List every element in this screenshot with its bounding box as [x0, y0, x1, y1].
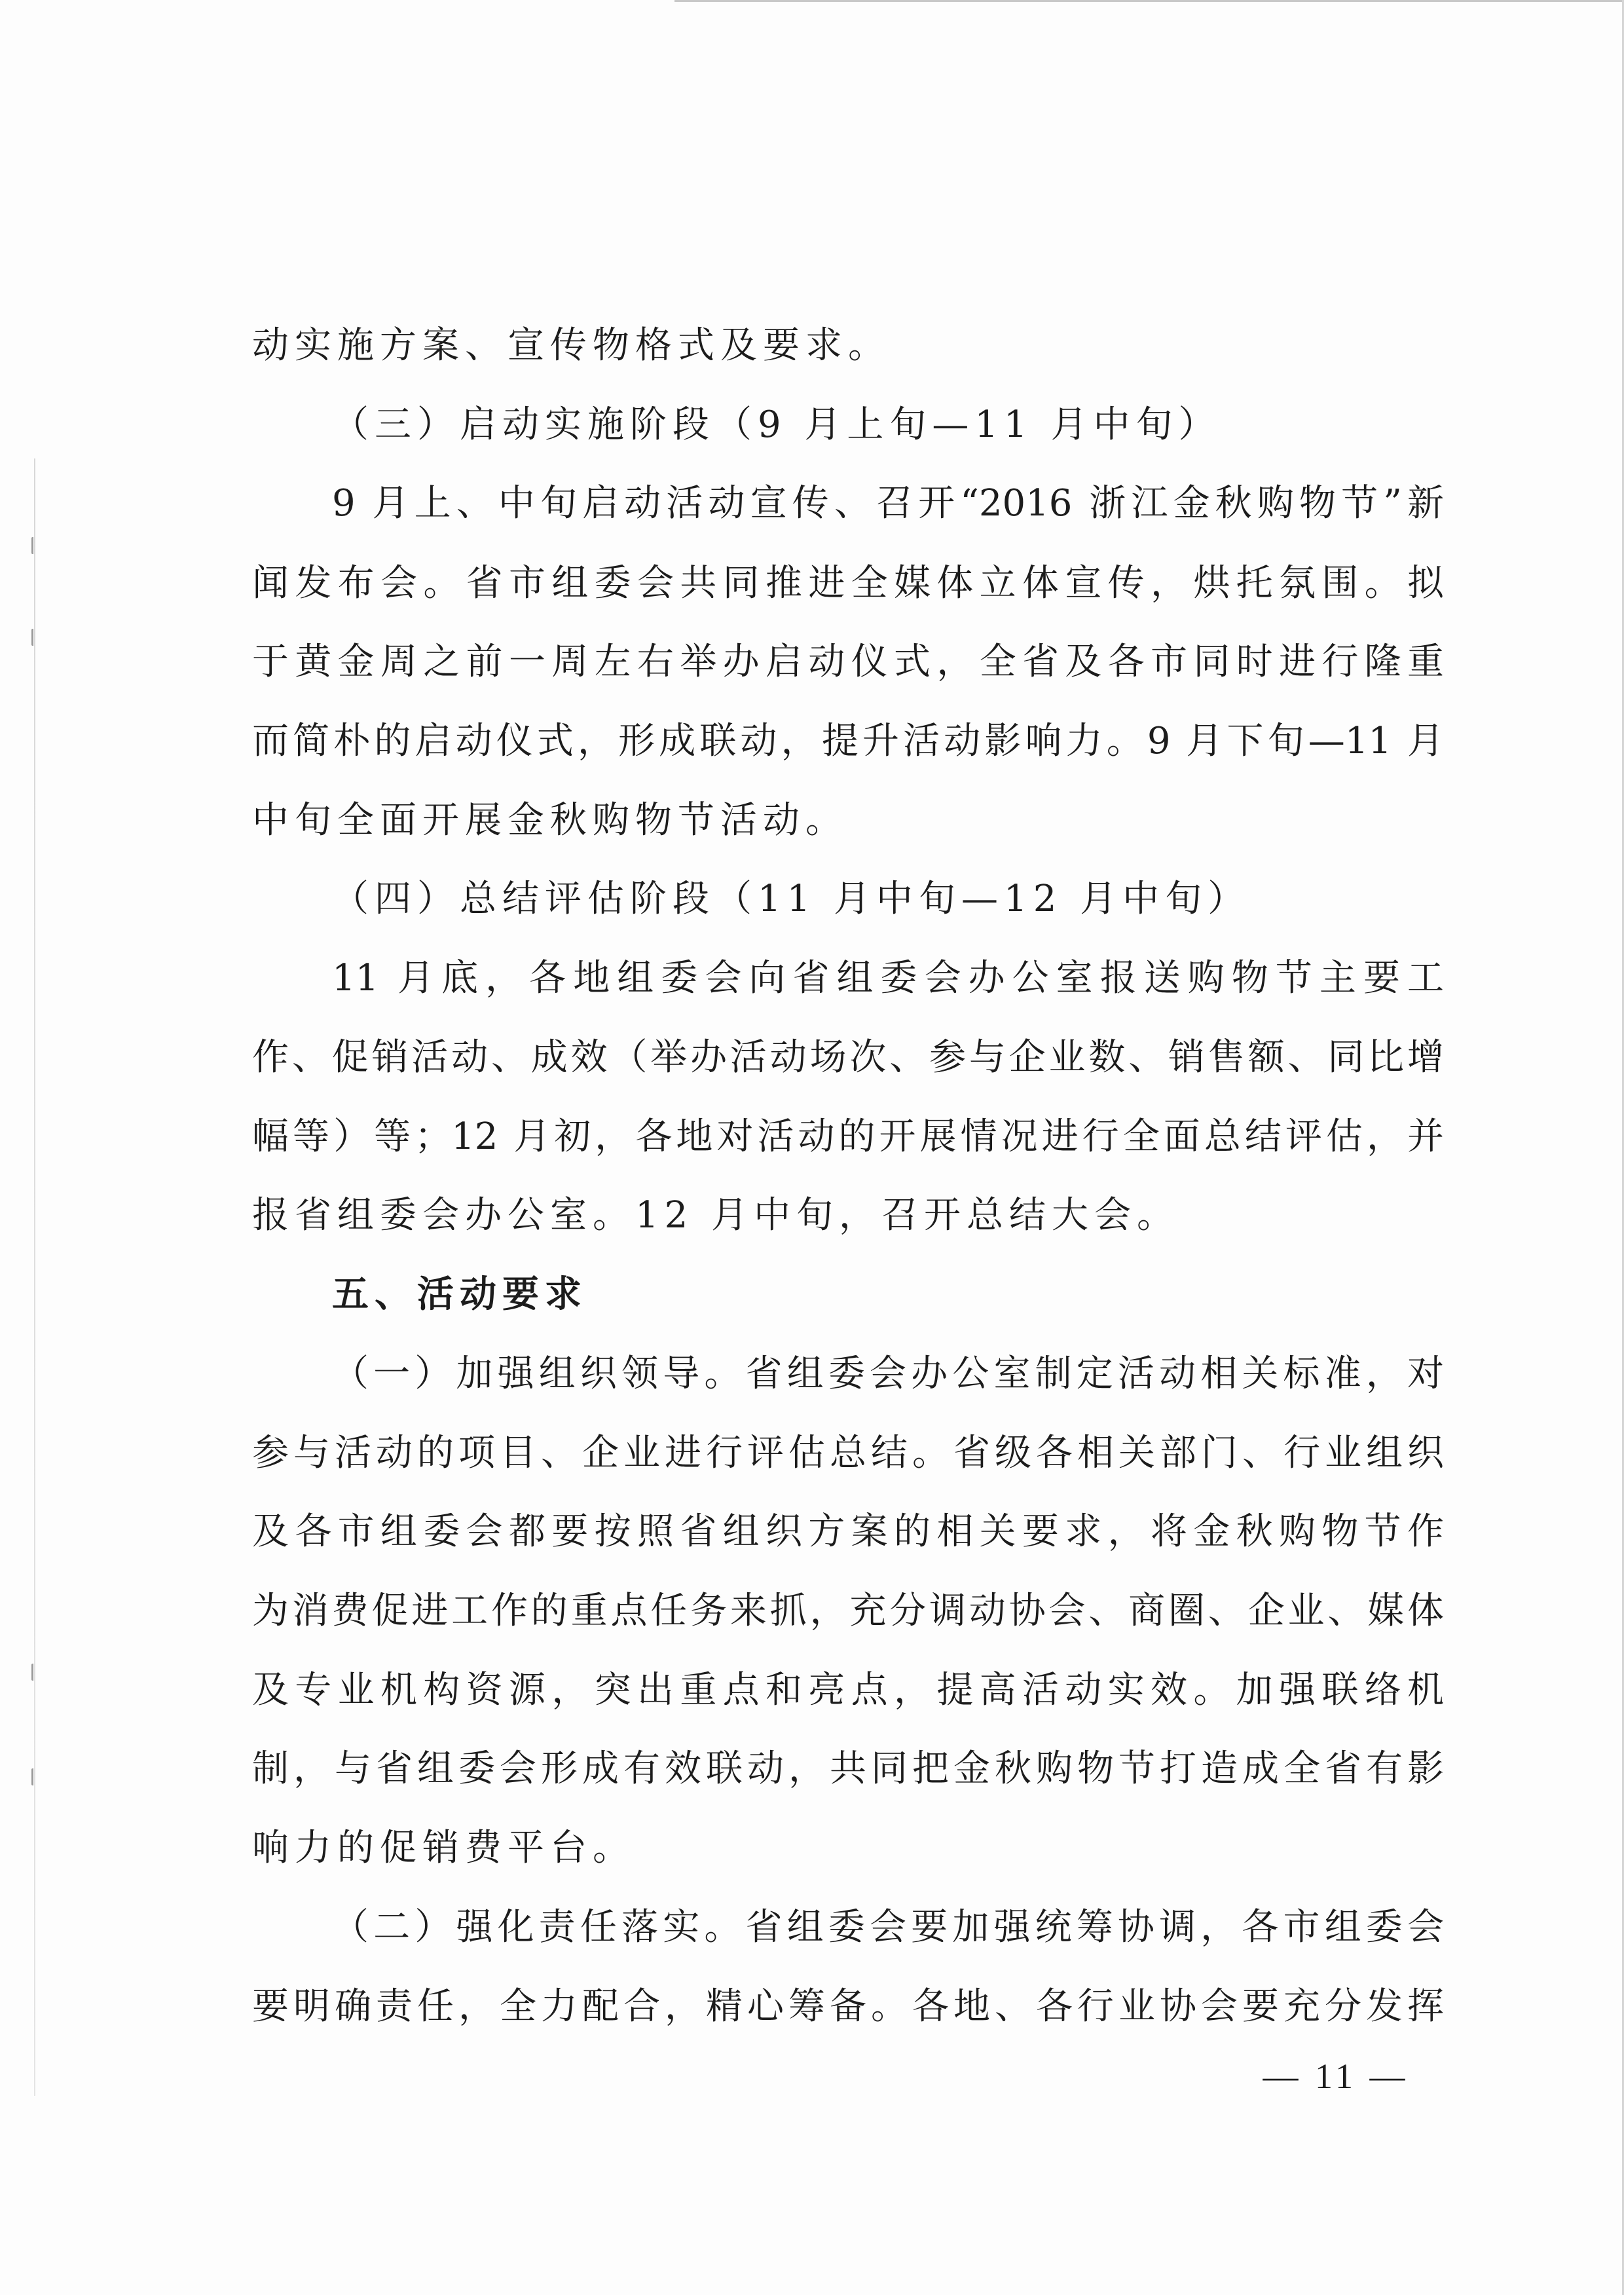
page-top-edge	[674, 0, 1624, 9]
body-line: 9 月上、中旬启动活动宣传、召开“2016 浙江金秋购物节”新	[332, 482, 1444, 525]
body-line: 及专业机构资源，突出重点和亮点，提高活动实效。加强联络机	[252, 1669, 1444, 1711]
binding-staple-mark	[31, 537, 43, 554]
body-line: 作、促销活动、成效（举办活动场次、参与企业数、销售额、同比增	[252, 1036, 1444, 1079]
body-line: 于黄金周之前一周左右举办启动仪式，全省及各市同时进行隆重	[252, 641, 1444, 683]
body-line: 参与活动的项目、企业进行评估总结。省级各相关部门、行业组织	[252, 1432, 1444, 1474]
body-line: 制，与省组委会形成有效联动，共同把金秋购物节打造成全省有影	[252, 1747, 1444, 1790]
page-right-edge	[1615, 0, 1624, 2295]
body-line: 及各市组委会都要按照省组织方案的相关要求，将金秋购物节作	[252, 1510, 1444, 1553]
body-line: 闻发布会。省市组委会共同推进全媒体立体宣传，烘托氛围。拟	[252, 562, 1444, 605]
binding-staple-mark	[31, 1768, 43, 1785]
section-subheading: （四）总结评估阶段（11 月中旬—12 月中旬）	[332, 878, 1251, 920]
binding-edge	[34, 458, 35, 2096]
body-line: 响力的促销费平台。	[252, 1827, 635, 1869]
page-number: — 11 —	[1263, 2057, 1409, 2096]
body-line: 报省组委会办公室。12 月中旬，召开总结大会。	[252, 1194, 1180, 1237]
body-line: 11 月底，各地组委会向省组委会办公室报送购物节主要工	[332, 957, 1444, 999]
body-line: 幅等）等；12 月初，各地对活动的开展情况进行全面总结评估，并	[252, 1115, 1444, 1158]
section-subheading: （三）启动实施阶段（9 月上旬—11 月中旬）	[332, 403, 1221, 446]
body-line: （一）加强组织领导。省组委会办公室制定活动相关标准，对	[332, 1353, 1444, 1395]
binding-staple-mark	[31, 1664, 43, 1681]
binding-staple-mark	[31, 629, 43, 646]
section-heading: 五、活动要求	[332, 1273, 587, 1316]
body-line: （二）强化责任落实。省组委会要加强统筹协调，各市组委会	[332, 1906, 1444, 1949]
body-line: 而简朴的启动仪式，形成联动，提升活动影响力。9 月下旬—11 月	[252, 720, 1444, 762]
body-line: 为消费促进工作的重点任务来抓，充分调动协会、商圈、企业、媒体	[252, 1590, 1444, 1632]
body-line: 要明确责任，全力配合，精心筹备。各地、各行业协会要充分发挥	[252, 1985, 1444, 2028]
body-line: 动实施方案、宣传物格式及要求。	[252, 324, 891, 367]
body-line: 中旬全面开展金秋购物节活动。	[252, 799, 848, 842]
